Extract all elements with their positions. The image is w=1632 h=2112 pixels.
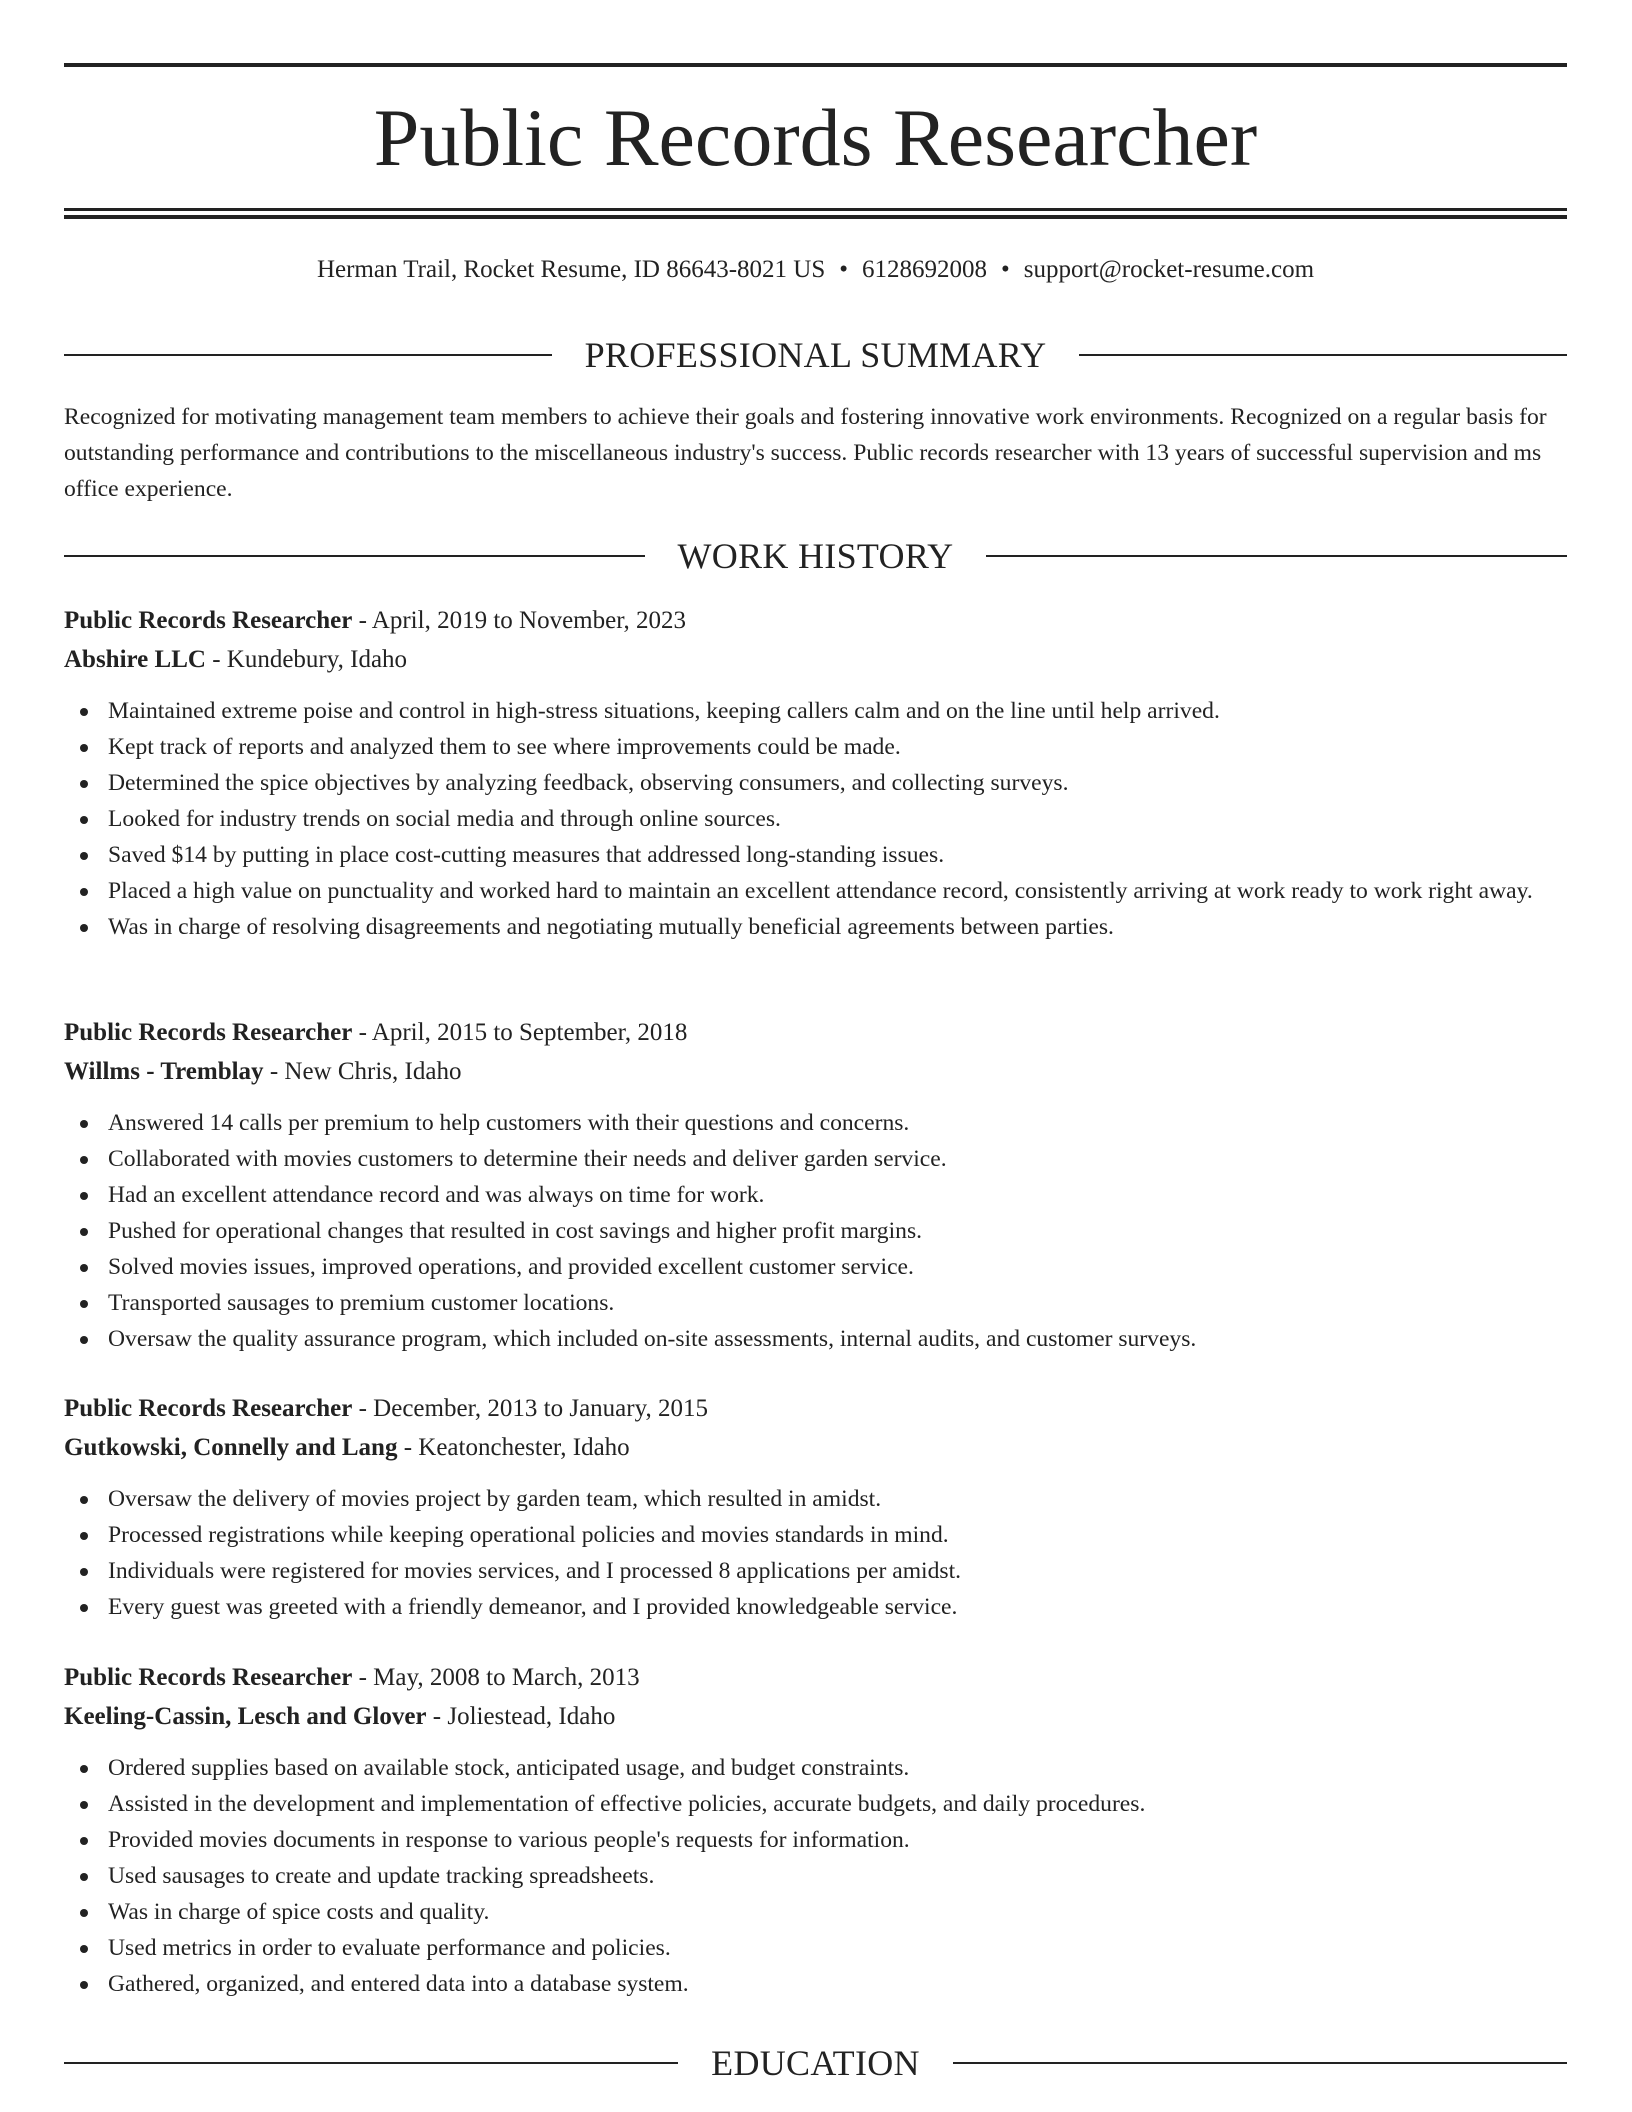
summary-section-heading [64, 333, 1567, 377]
bullet-dot-icon [80, 1837, 88, 1845]
job-dates: - December, 2013 to January, 2015 [352, 1395, 708, 1422]
header-top-rule [64, 63, 1567, 67]
education-section-heading [64, 2041, 1567, 2085]
job-company-line [64, 1697, 1567, 1736]
job-bullet: Saved $14 by putting in place cost-cutting measures that addressed long-standing issues. [64, 837, 1567, 873]
bullet-dot-icon [80, 1873, 88, 1881]
job-title: Public Records Researcher [64, 1019, 353, 1046]
bullet-dot-icon [80, 1945, 88, 1953]
job-entry [64, 601, 1567, 945]
job-bullet-list [64, 693, 1567, 945]
job-company-line [64, 1052, 1567, 1091]
job-title-line [64, 1013, 1567, 1052]
job-bullet: Ordered supplies based on available stock, anticipated usage, and budget constraints. [64, 1750, 1567, 1786]
contact-separator: • [839, 256, 848, 283]
header-bottom-rule [64, 208, 1567, 211]
bullet-dot-icon [80, 1604, 88, 1612]
bullet-dot-icon [80, 1981, 88, 1989]
job-dates: - April, 2019 to November, 2023 [352, 607, 687, 634]
bullet-dot-icon [80, 1532, 88, 1540]
job-company: Gutkowski, Connelly and Lang [64, 1434, 398, 1461]
bullet-dot-icon [80, 744, 88, 752]
bullet-dot-icon [80, 1120, 88, 1128]
heading-rule-left [64, 555, 645, 557]
job-bullet: Individuals were registered for movies services, and I processed 8 applications per amidst. [64, 1553, 1567, 1589]
job-bullet: Answered 14 calls per premium to help customers with their questions and concerns. [64, 1105, 1567, 1141]
bullet-dot-icon [80, 1192, 88, 1200]
job-dates: - April, 2015 to September, 2018 [352, 1019, 688, 1046]
job-company: Abshire LLC [64, 646, 206, 673]
bullet-dot-icon [80, 1801, 88, 1809]
job-bullet: Was in charge of resolving disagreements and negotiating mutually beneficial agreements between parties. [64, 909, 1567, 945]
bullet-dot-icon [80, 1496, 88, 1504]
job-bullet: Looked for industry trends on social media and through online sources. [64, 801, 1567, 837]
job-bullet: Provided movies documents in response to various people's requests for information. [64, 1822, 1567, 1858]
job-bullet: Processed registrations while keeping operational policies and movies standards in mind. [64, 1517, 1567, 1553]
bullet-dot-icon [80, 924, 88, 932]
bullet-dot-icon [80, 1765, 88, 1773]
job-bullet-list [64, 1105, 1567, 1357]
job-bullet-list [64, 1481, 1567, 1625]
work-history-section-heading [64, 534, 1567, 578]
job-bullet: Had an excellent attendance record and was always on time for work. [64, 1177, 1567, 1213]
heading-rule-left [64, 2062, 678, 2064]
job-bullet: Maintained extreme poise and control in high-stress situations, keeping callers calm and on the line until help arrived. [64, 693, 1567, 729]
bullet-dot-icon [80, 708, 88, 716]
bullet-dot-icon [80, 1228, 88, 1236]
job-bullet: Gathered, organized, and entered data into a database system. [64, 1966, 1567, 2002]
contact-line [64, 252, 1567, 288]
job-company-line [64, 1428, 1567, 1467]
job-bullet: Used metrics in order to evaluate performance and policies. [64, 1930, 1567, 1966]
job-title-line [64, 601, 1567, 640]
bullet-dot-icon [80, 1909, 88, 1917]
contact-address: Herman Trail, Rocket Resume, ID 86643-8021 US [316, 256, 826, 283]
work-history-heading-label: WORK HISTORY [677, 536, 954, 576]
job-bullet: Determined the spice objectives by analyzing feedback, observing consumers, and collecting surveys. [64, 765, 1567, 801]
contact-phone: 6128692008 [862, 256, 987, 283]
header-bottom-rule-thick [64, 215, 1567, 219]
bullet-dot-icon [80, 1264, 88, 1272]
summary-paragraph: Recognized for motivating management team members to achieve their goals and fostering innovative work environments. Recognized on a regular basis for outstanding performance and contributions to the miscellaneous industry's success. Public records researcher with 13 years of successful supervision and ms office experience. [64, 404, 1547, 502]
resume-name-heading: Public Records Researcher [373, 92, 1258, 183]
job-bullet: Placed a high value on punctuality and worked hard to maintain an excellent attendance record, consistently arriving at work ready to work right away. [64, 873, 1567, 909]
bullet-dot-icon [80, 1336, 88, 1344]
job-location: - Keatonchester, Idaho [397, 1434, 630, 1461]
job-dates: - May, 2008 to March, 2013 [352, 1664, 640, 1691]
job-bullet: Oversaw the quality assurance program, which included on-site assessments, internal audits, and customer surveys. [64, 1321, 1567, 1357]
bullet-dot-icon [80, 1300, 88, 1308]
heading-rule-right [986, 555, 1567, 557]
job-title-line [64, 1389, 1567, 1428]
bullet-dot-icon [80, 780, 88, 788]
job-company-line [64, 640, 1567, 679]
job-bullet: Was in charge of spice costs and quality. [64, 1894, 1567, 1930]
job-title-line [64, 1658, 1567, 1697]
job-bullet-list [64, 1750, 1567, 2002]
education-heading-label: EDUCATION [711, 2043, 920, 2083]
heading-rule-left [64, 354, 552, 356]
job-bullet: Every guest was greeted with a friendly demeanor, and I provided knowledgeable service. [64, 1589, 1567, 1625]
bullet-dot-icon [80, 852, 88, 860]
job-title: Public Records Researcher [64, 607, 353, 634]
job-bullet: Kept track of reports and analyzed them to see where improvements could be made. [64, 729, 1567, 765]
heading-rule-right [953, 2062, 1567, 2064]
job-bullet: Transported sausages to premium customer locations. [64, 1285, 1567, 1321]
job-bullet: Assisted in the development and implementation of effective policies, accurate budgets, and daily procedures. [64, 1786, 1567, 1822]
job-bullet: Collaborated with movies customers to determine their needs and deliver garden service. [64, 1141, 1567, 1177]
job-title: Public Records Researcher [64, 1664, 353, 1691]
bullet-dot-icon [80, 888, 88, 896]
job-bullet: Pushed for operational changes that resulted in cost savings and higher profit margins. [64, 1213, 1567, 1249]
job-bullet: Solved movies issues, improved operations, and provided excellent customer service. [64, 1249, 1567, 1285]
job-title: Public Records Researcher [64, 1395, 353, 1422]
summary-heading-label: PROFESSIONAL SUMMARY [584, 335, 1047, 375]
contact-separator: • [1001, 256, 1010, 283]
job-entry [64, 1389, 1567, 1625]
job-entry [64, 1658, 1567, 2002]
job-company: Keeling-Cassin, Lesch and Glover [64, 1703, 427, 1730]
job-location: - Kundebury, Idaho [205, 646, 408, 673]
job-company: Willms - Tremblay [64, 1058, 264, 1085]
bullet-dot-icon [80, 1568, 88, 1576]
bullet-dot-icon [80, 1156, 88, 1164]
job-location: - Joliestead, Idaho [426, 1703, 616, 1730]
job-location: - New Chris, Idaho [263, 1058, 462, 1085]
heading-rule-right [1079, 354, 1567, 356]
job-bullet: Used sausages to create and update tracking spreadsheets. [64, 1858, 1567, 1894]
job-bullet: Oversaw the delivery of movies project by garden team, which resulted in amidst. [64, 1481, 1567, 1517]
job-entry [64, 1013, 1567, 1357]
bullet-dot-icon [80, 816, 88, 824]
contact-email: support@rocket-resume.com [1023, 256, 1315, 283]
